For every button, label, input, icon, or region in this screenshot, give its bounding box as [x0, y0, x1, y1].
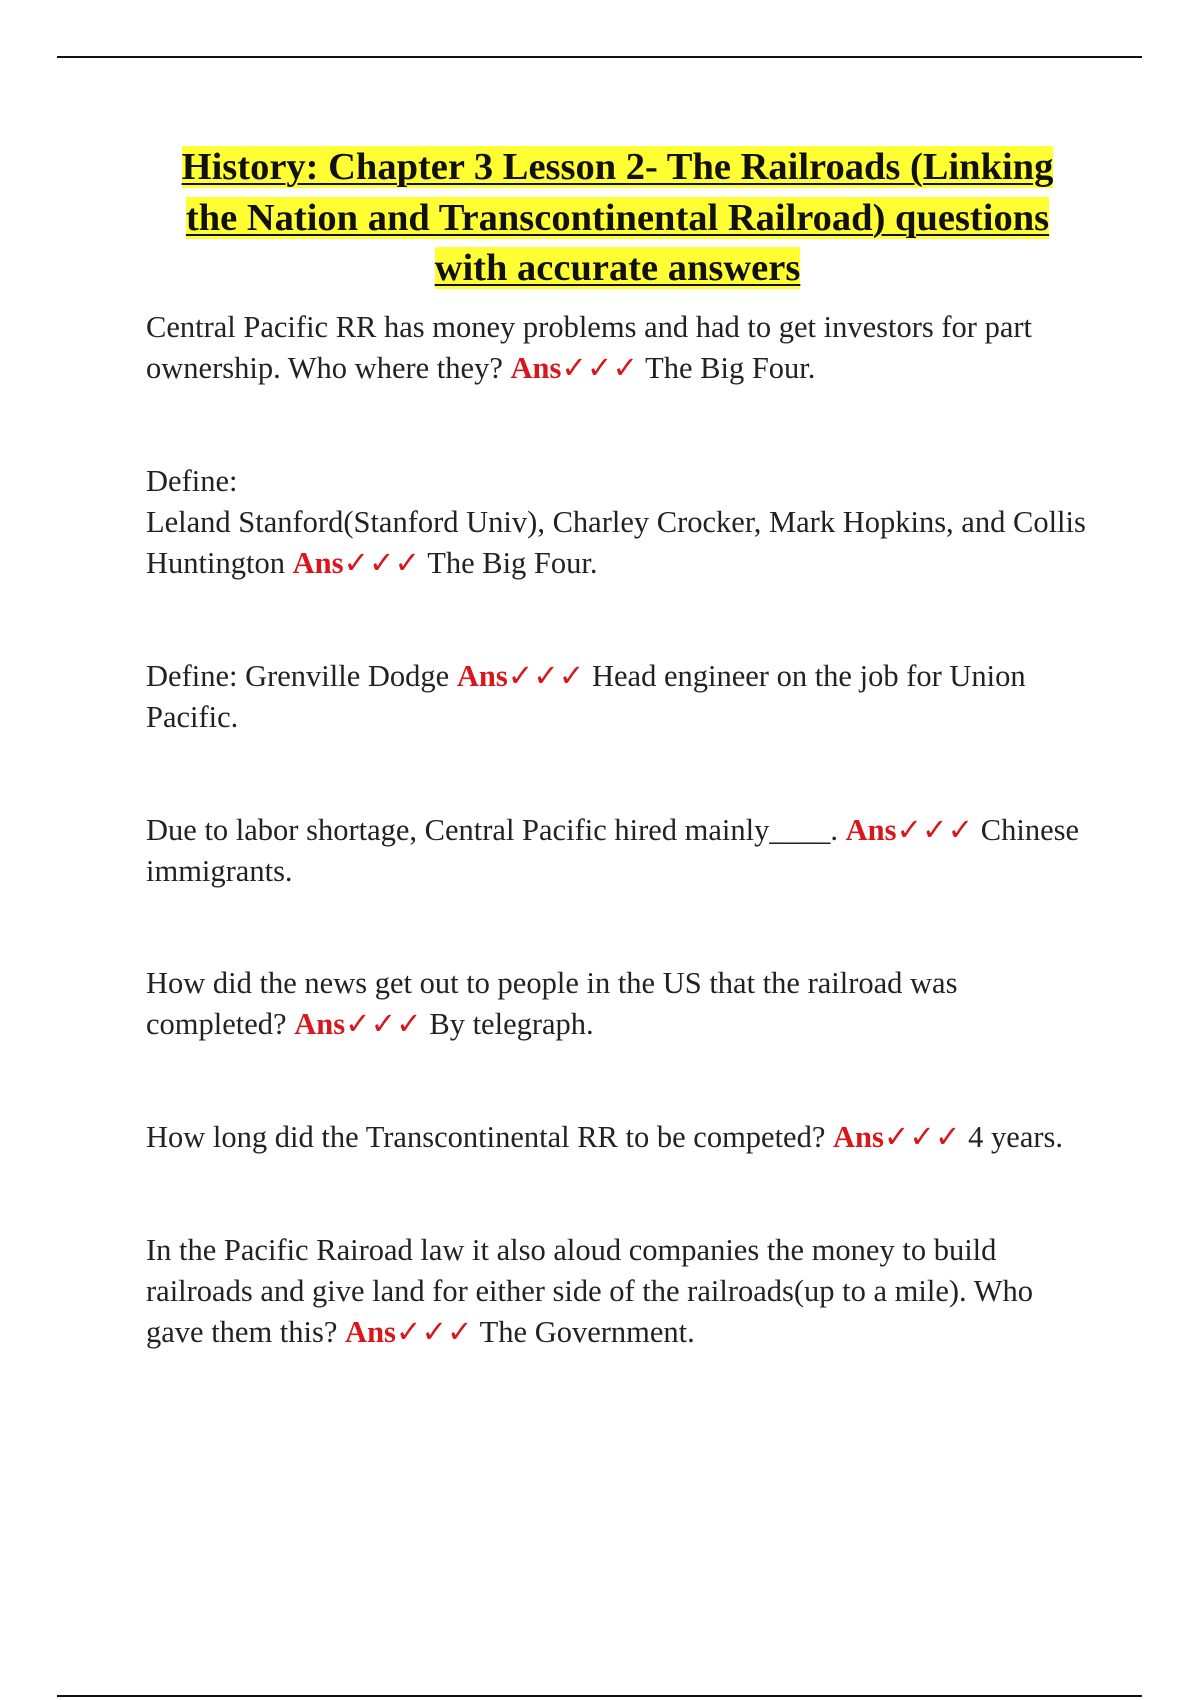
checkmark-icon: ✓✓✓ [345, 1007, 422, 1041]
answer-label: Ans [833, 1120, 884, 1154]
title-line-3: with accurate answers [434, 247, 801, 289]
answer-label: Ans [456, 659, 508, 693]
question-text: Central Pacific RR has money problems and had to get investors for part ownership. Who where they? [146, 310, 1032, 385]
question-text: In the Pacific Rairoad law it also aloud companies the money to build railroads and give land for either side of the railroads(up to a mile). Who gave them this? [146, 1233, 1034, 1349]
checkmark-icon: ✓✓✓ [395, 1315, 473, 1349]
answer-text: The Big Four. [645, 351, 816, 385]
question-text: How long did the Transcontinental RR to be competed? [146, 1120, 826, 1154]
checkmark-icon: ✓✓✓ [883, 1120, 961, 1154]
checkmark-icon: ✓✓✓ [343, 546, 421, 580]
checkmark-icon: ✓✓✓ [507, 659, 585, 693]
answer-label: Ans [292, 546, 344, 580]
item-heading: Define: [146, 464, 238, 498]
answer-label: Ans [345, 1315, 396, 1349]
answer-label: Ans [510, 351, 562, 385]
question-text: How did the news get out to people in the US that the railroad was completed? [146, 966, 958, 1041]
answer-text: The Big Four. [427, 546, 598, 580]
answer-text: The Government. [479, 1315, 695, 1349]
answer-text: Head engineer on the job for Union Pacific. [146, 659, 1026, 734]
answer-label: Ans [845, 813, 897, 847]
qa-item [146, 963, 1096, 1045]
checkmark-icon: ✓✓✓ [896, 813, 974, 847]
answer-text: 4 years. [968, 1120, 1064, 1154]
bottom-rule [57, 1695, 1142, 1697]
qa-item [146, 1230, 1096, 1353]
question-text: Define: Grenville Dodge [146, 659, 450, 693]
question-text: Leland Stanford(Stanford Univ), Charley Crocker, Mark Hopkins, and Collis Huntington [146, 505, 1086, 580]
qa-list [146, 307, 1096, 1353]
qa-item [146, 810, 1096, 892]
title-line-2: the Nation and Transcontinental Railroad) questions [185, 196, 1050, 239]
answer-text: By telegraph. [429, 1007, 594, 1041]
answer-text: Chinese immigrants. [146, 813, 1080, 888]
question-text: Due to labor shortage, Central Pacific hired mainly____. [146, 813, 838, 847]
qa-item [146, 461, 1096, 584]
answer-label: Ans [294, 1007, 346, 1041]
qa-item [146, 656, 1096, 738]
qa-item [146, 307, 1096, 389]
checkmark-icon: ✓✓✓ [561, 351, 639, 385]
qa-item [146, 1117, 1096, 1158]
document-title [110, 142, 1125, 294]
top-rule [57, 56, 1142, 58]
title-line-1: History: Chapter 3 Lesson 2- The Railroads (Linking [181, 146, 1054, 188]
